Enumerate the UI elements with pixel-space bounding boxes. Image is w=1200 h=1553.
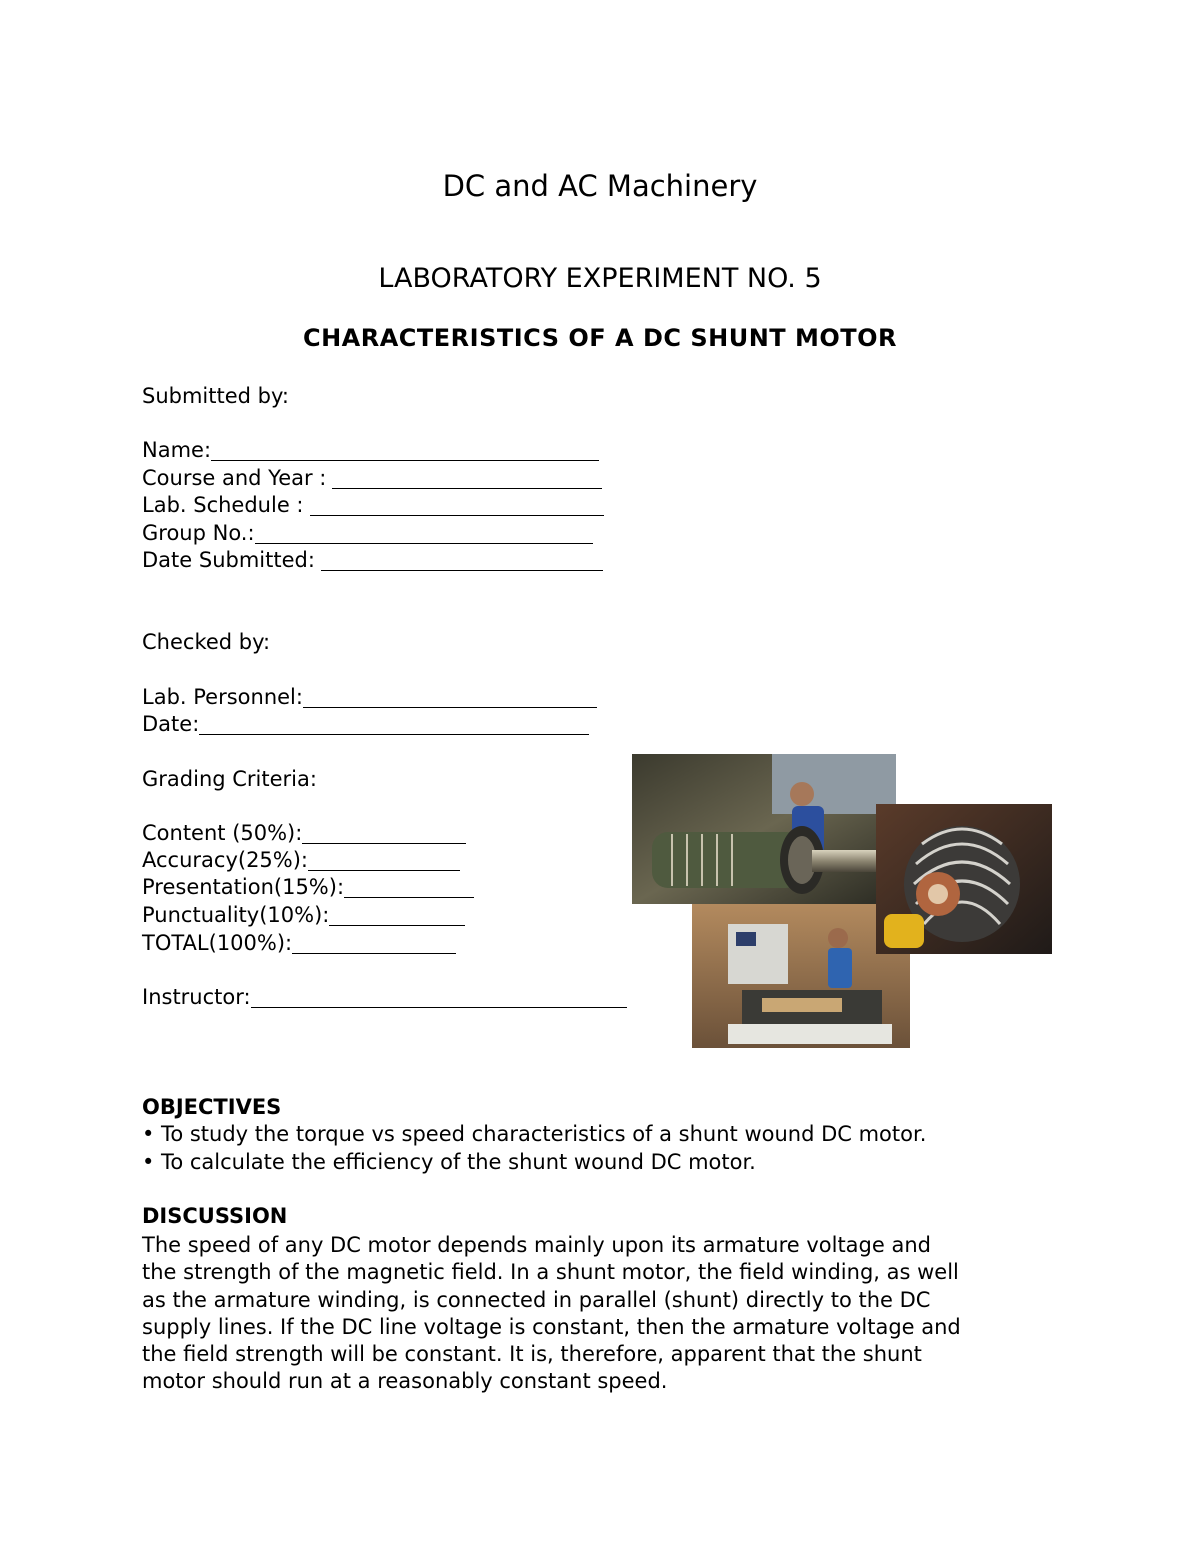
- discussion-heading: DISCUSSION: [142, 1204, 288, 1228]
- name-field: [142, 437, 599, 464]
- discussion-paragraph: [142, 1232, 1072, 1396]
- discussion-line: the field strength will be constant. It is, therefore, apparent that the shunt: [142, 1342, 922, 1367]
- experiment-title: CHARACTERISTICS OF A DC SHUNT MOTOR: [302, 324, 898, 352]
- presentation-criterion-label: Presentation(15%):: [142, 875, 345, 899]
- course-year-blank-line[interactable]: [332, 468, 602, 489]
- objective-item: • To study the torque vs speed characteristics of a shunt wound DC motor.: [142, 1122, 927, 1146]
- presentation-blank-line[interactable]: [344, 877, 474, 898]
- discussion-line: the strength of the magnetic field. In a shunt motor, the field winding, as well: [142, 1260, 959, 1285]
- objectives-heading: OBJECTIVES: [142, 1095, 282, 1119]
- lab-personnel-blank-line[interactable]: [303, 687, 597, 708]
- lab-experiment-number: LABORATORY EXPERIMENT NO. 5: [378, 263, 822, 294]
- punctuality-criterion-label: Punctuality(10%):: [142, 903, 330, 927]
- date-submitted-label: Date Submitted:: [142, 548, 315, 572]
- accuracy-criterion-label: Accuracy(25%):: [142, 848, 309, 872]
- name-label: Name:: [142, 438, 212, 462]
- checked-date-field: [142, 711, 589, 738]
- lab-schedule-label: Lab. Schedule :: [142, 493, 304, 517]
- instructor-label: Instructor:: [142, 985, 251, 1009]
- checked-date-blank-line[interactable]: [199, 714, 589, 735]
- presentation-criterion-field: [142, 874, 474, 901]
- group-no-label: Group No.:: [142, 521, 255, 545]
- total-criterion-label: TOTAL(100%):: [142, 931, 293, 955]
- content-blank-line[interactable]: [302, 823, 466, 844]
- total-criterion-field: [142, 930, 456, 957]
- group-no-blank-line[interactable]: [255, 523, 593, 544]
- objective-item: • To calculate the efficiency of the shunt wound DC motor.: [142, 1150, 756, 1174]
- armature-closeup-photo: [876, 804, 1052, 954]
- submitted-by-label: Submitted by:: [142, 384, 289, 408]
- discussion-line: supply lines. If the DC line voltage is constant, then the armature voltage and: [142, 1314, 961, 1339]
- accuracy-blank-line[interactable]: [308, 850, 460, 871]
- discussion-line: motor should run at a reasonably constant speed.: [142, 1369, 668, 1394]
- lab-schedule-blank-line[interactable]: [310, 495, 604, 516]
- date-submitted-field: [142, 547, 603, 574]
- course-title: DC and AC Machinery: [442, 169, 758, 203]
- lab-schedule-field: [142, 492, 604, 519]
- accuracy-criterion-field: [142, 847, 460, 874]
- grading-criteria-label: Grading Criteria:: [142, 767, 317, 791]
- content-criterion-label: Content (50%):: [142, 821, 303, 845]
- checked-by-label: Checked by:: [142, 630, 271, 654]
- discussion-line: The speed of any DC motor depends mainly upon its armature voltage and: [142, 1233, 931, 1257]
- instructor-blank-line[interactable]: [251, 987, 627, 1008]
- group-no-field: [142, 520, 593, 547]
- total-blank-line[interactable]: [292, 933, 456, 954]
- lab-personnel-label: Lab. Personnel:: [142, 685, 303, 709]
- checked-date-label: Date:: [142, 712, 200, 736]
- motor-photo-collage: [632, 754, 1052, 1048]
- punctuality-criterion-field: [142, 902, 465, 929]
- course-year-field: [142, 465, 602, 492]
- course-year-label: Course and Year :: [142, 466, 327, 490]
- instructor-field: [142, 984, 627, 1011]
- lab-personnel-field: [142, 684, 597, 711]
- name-blank-line[interactable]: [211, 440, 599, 461]
- date-submitted-blank-line[interactable]: [321, 550, 603, 571]
- content-criterion-field: [142, 820, 466, 847]
- punctuality-blank-line[interactable]: [329, 905, 465, 926]
- discussion-line: as the armature winding, is connected in parallel (shunt) directly to the DC: [142, 1287, 931, 1312]
- armature-workshop-photo: [632, 754, 896, 904]
